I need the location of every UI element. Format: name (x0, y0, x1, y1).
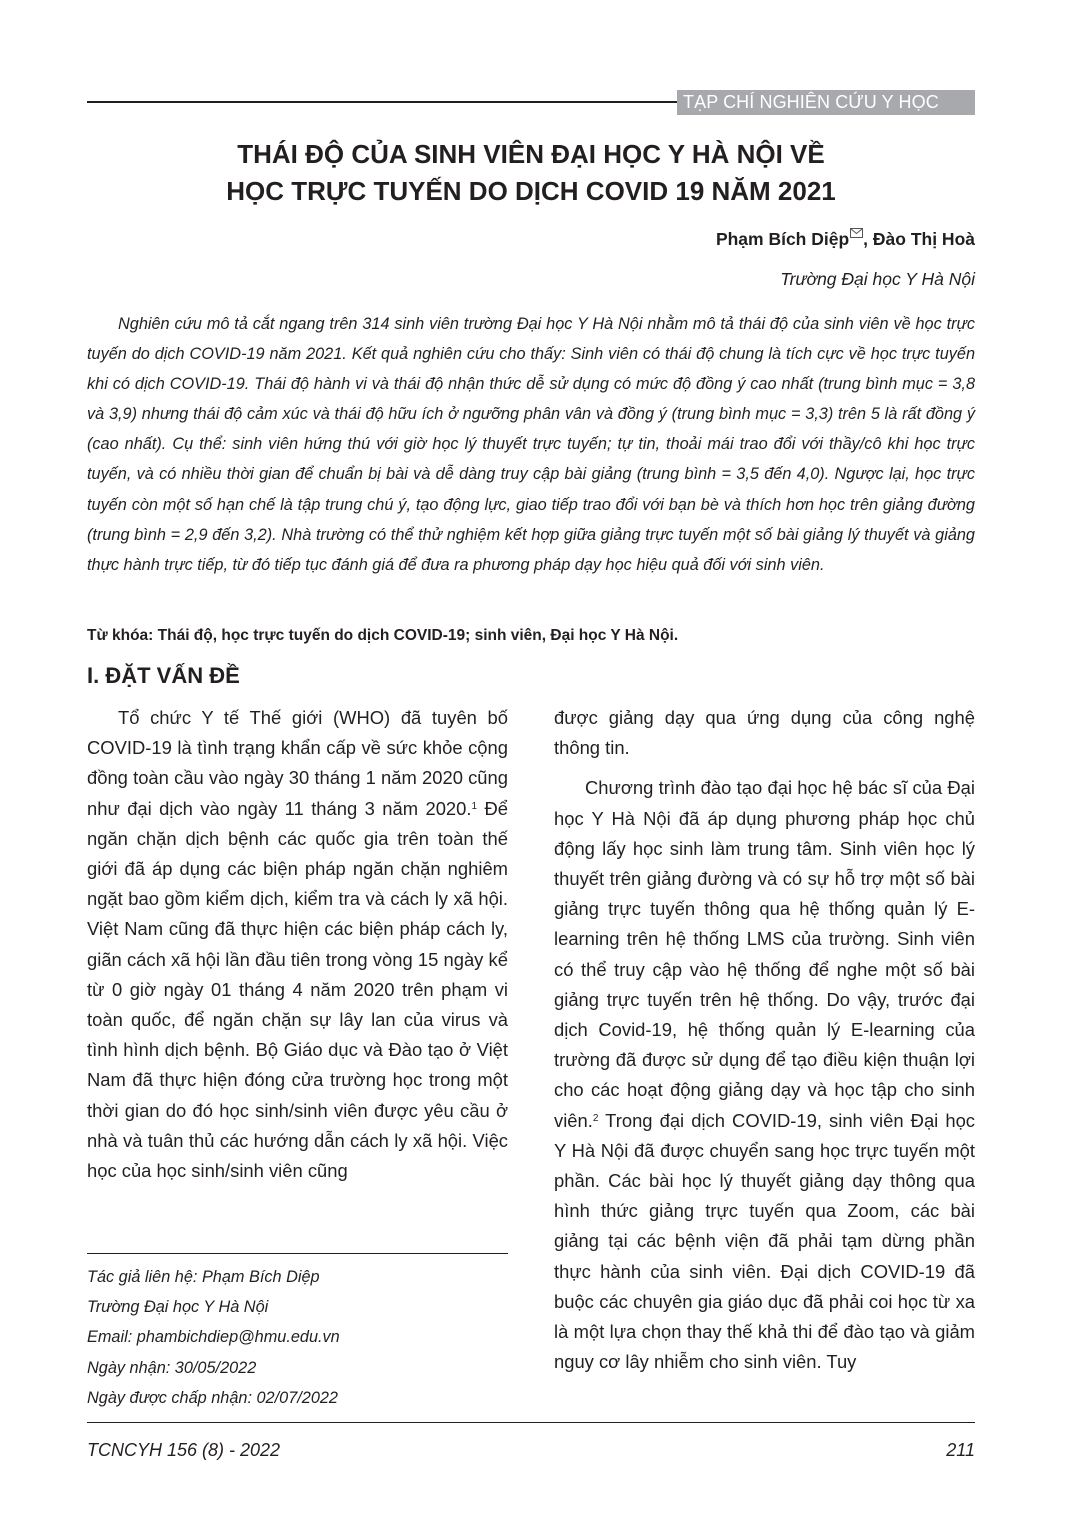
footnote-accepted: Ngày được chấp nhận: 02/07/2022 (87, 1388, 338, 1407)
right-paragraph-2 (554, 773, 975, 1377)
abstract: Nghiên cứu mô tả cắt ngang trên 314 sinh viên trường Đại học Y Hà Nội nhằm mô tả thái độ của sinh viên về học trực tuyến do dịch COVID-19 năm 2021. Kết quả nghiên cứu cho thấy: Sinh viên có thái độ chung là tích cực về học trực tuyến khi có dịch COVID-19. Thái độ hành vi và thái độ nhận thức dễ sử dụng có mức độ đồng ý cao nhất (trung bình mục = 3,8 và 3,9) nhưng thái độ cảm xúc và thái độ hữu ích ở ngưỡng phân vân và đồng ý (trung bình mục = 3,3) trên 5 là rất đồng ý (cao nhất). Cụ thể: sinh viên hứng thú với giờ học lý thuyết trực tuyến; tự tin, thoải mái trao đổi với thầy/cô khi học trực tuyến, và có nhiều thời gian để chuẩn bị bài và dễ dàng truy cập bài giảng (trung bình = 3,5 đến 4,0). Ngược lại, học trực tuyến còn một số hạn chế là tập trung chú ý, tạo động lực, giao tiếp trao đổi với bạn bè và thích hơn học trên giảng đường (trung bình = 2,9 đến 3,2). Nhà trường có thể thử nghiệm kết hợp giữa giảng trực tuyến một số bài giảng lý thuyết và giảng thực hành trực tiếp, từ đó tiếp tục đánh giá để đưa ra phương pháp dạy học hiệu quả đối với sinh viên. (87, 315, 975, 574)
author-list (716, 227, 975, 251)
footer-citation: TCNCYH 156 (8) - 2022 (87, 1440, 281, 1460)
article-title (87, 136, 975, 210)
left-paragraph-part-2: Để ngăn chặn dịch bệnh các quốc gia trên toàn thế giới đã áp dụng các biện pháp ngăn chặn nghiêm ngặt bao gồm kiểm dịch, kiểm tra và cách ly xã hội. Việt Nam cũng đã thực hiện các biện pháp cách ly, giãn cách xã hội lần đầu tiên trong vòng 15 ngày kể từ 0 giờ ngày 01 tháng 4 năm 2020 trên phạm vi toàn quốc, để ngăn chặn sự lây lan của virus và tình hình dịch bệnh. Bộ Giáo dục và Đào tạo ở Việt Nam đã thực hiện đóng cửa trường học trong một thời gian do đó học sinh/sinh viên được yêu cầu ở nhà và tuân thủ các hướng dẫn cách ly xã hội. Việc học của học sinh/sinh viên cũng (87, 797, 508, 1182)
page-number: 211 (946, 1440, 975, 1460)
title-line-2: HỌC TRỰC TUYẾN DO DỊCH COVID 19 NĂM 2021 (226, 176, 836, 206)
reference-2[interactable]: 2 (592, 1112, 599, 1124)
affiliation: Trường Đại học Y Hà Nội (780, 269, 975, 289)
footnote-rule (87, 1253, 508, 1254)
footnote-received: Ngày nhận: 30/05/2022 (87, 1358, 257, 1377)
left-column-paragraph (87, 703, 508, 1186)
keywords: Từ khóa: Thái độ, học trực tuyến do dịch COVID-19; sinh viên, Đại học Y Hà Nội. (87, 627, 679, 644)
footnote (87, 1262, 508, 1413)
footnote-email: Email: phambichdiep@hmu.edu.vn (87, 1328, 340, 1347)
footnote-institution: Trường Đại học Y Hà Nội (87, 1298, 269, 1317)
section-heading: I. ĐẶT VẤN ĐỀ (87, 663, 240, 688)
footer-rule (87, 1422, 975, 1423)
right-paragraph-2-part-1: Chương trình đào tạo đại học hệ bác sĩ của Đại học Y Hà Nội đã áp dụng phương pháp học chủ động lấy học sinh làm trung tâm. Sinh viên học lý thuyết trên giảng đường và có sự hỗ trợ một số bài giảng trực tuyến thông qua hệ thống quản lý E-learning trên hệ thống LMS của trường. Sinh viên có thể truy cập vào hệ thống để nghe một số bài giảng trực tuyến trên hệ thống. Do vậy, trước đại dịch Covid-19, hệ thống quản lý E-learning của trường đã được sử dụng để tạo điều kiện thuận lợi cho các hoạt động giảng dạy và học tập cho sinh viên. (554, 777, 975, 1131)
footnote-contact: Tác giả liên hệ: Phạm Bích Diệp (87, 1268, 320, 1286)
journal-name: TẠP CHÍ NGHIÊN CỨU Y HỌC (677, 90, 975, 115)
reference-1[interactable]: 1 (471, 800, 478, 812)
author-separator: , (863, 229, 873, 249)
envelope-icon (850, 228, 863, 238)
right-paragraph-1: được giảng dạy qua ứng dụng của công nghệ thông tin. (554, 707, 975, 759)
left-paragraph-part-1: Tổ chức Y tế Thế giới (WHO) đã tuyên bố COVID-19 là tình trạng khẩn cấp về sức khỏe cộng đồng toàn cầu vào ngày 30 tháng 1 năm 2020 cũng như đại dịch vào ngày 11 tháng 3 năm 2020. (87, 707, 508, 819)
right-column (554, 703, 975, 1377)
title-line-1: THÁI ĐỘ CỦA SINH VIÊN ĐẠI HỌC Y HÀ NỘI VỀ (237, 139, 825, 169)
right-paragraph-2-part-2: Trong đại dịch COVID-19, sinh viên Đại học Y Hà Nội đã được chuyển sang học trực tuyến một phần. Các bài học lý thuyết giảng dạy thông qua hình thức giảng trực tuyến qua Zoom, các bài giảng tại các bệnh viện đã phải tạm dừng phần thực hành của sinh viên. Đại dịch COVID-19 đã buộc các chuyên gia giáo dục đã phải coi học từ xa là một lựa chọn thay thế khả thi để đào tạo và giảm nguy cơ lây nhiễm cho sinh viên. Tuy (554, 1109, 975, 1373)
author-2: Đào Thị Hoà (872, 229, 975, 249)
header-rule (87, 101, 677, 103)
author-1: Phạm Bích Diệp (715, 229, 850, 249)
